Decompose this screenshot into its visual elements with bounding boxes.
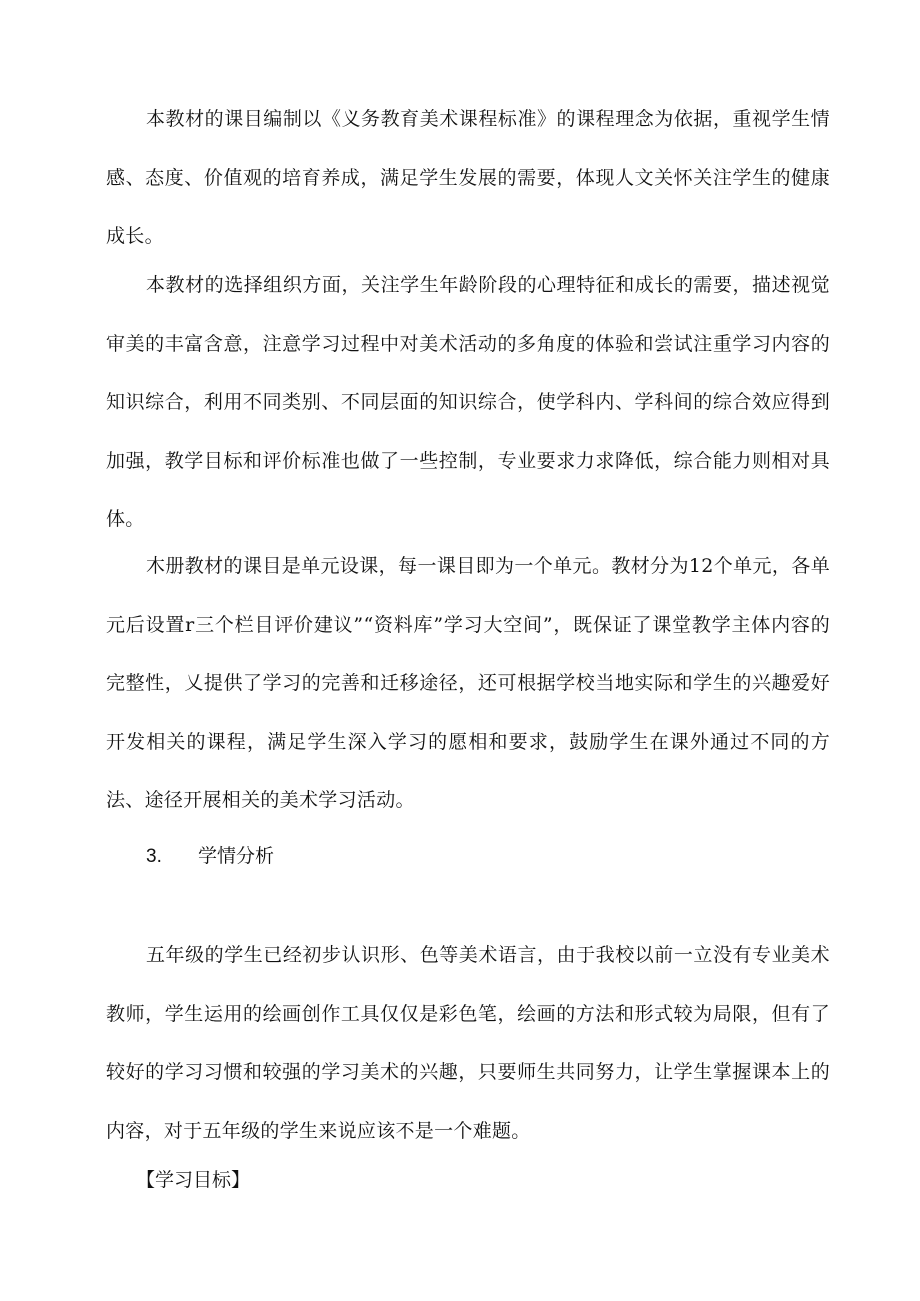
section-number: 3. xyxy=(146,846,162,867)
section-heading xyxy=(146,836,274,877)
paragraph-student-analysis: 五年级的学生已经初步认识形、色等美术语言，由于我校以前一立没有专业美术教师，学生运用的绘画创作工具仅仅是彩色笔，绘画的方法和形式较为局限，但有了较好的学习习惯和较强的学习美术的兴趣，只要师生共同努力，让学生掌握课本上的内容，对于五年级的学生来说应该不是一个难题。 xyxy=(106,944,830,1142)
objectives-heading: 【学习目标】 xyxy=(136,1169,251,1191)
paragraph-curriculum-basis: 本教材的课目编制以《义务教育美术课程标准》的课程理念为依据，重视学生情感、态度、价值观的培育养成，满足学生发展的需要，体现人文关怀关注学生的健康成长。 xyxy=(106,108,830,247)
paragraph-unit-structure: 木册教材的课目是单元设课，每一课目即为一个单元。教材分为12个单元，各单元后设置r三个栏目评价建议”“资料库”学习大空间”，既保证了课堂教学主体内容的完整性，乂提供了学习的完善和迁移途径，还可根据学校当地实际和学生的兴趣爱好开发相关的课程，满足学生深入学习的愿相和要求，鼓励学生在课外通过不同的方法、途径开展相关的美术学习活动。 xyxy=(106,555,830,811)
paragraph-content-organization: 本教材的选择组织方面，关注学生年龄阶段的心理特征和成长的需要，描述视觉审美的丰富含意，注意学习过程中对美术活动的多角度的体验和尝试注重学习内容的知识综合，利用不同类别、不同层面的知识综合，使学科内、学科间的综合效应得到加强，教学目标和评价标准也做了一些控制，专业要求力求降低，综合能力则相对具体。 xyxy=(106,274,830,530)
section-title: 学情分析 xyxy=(198,845,275,867)
